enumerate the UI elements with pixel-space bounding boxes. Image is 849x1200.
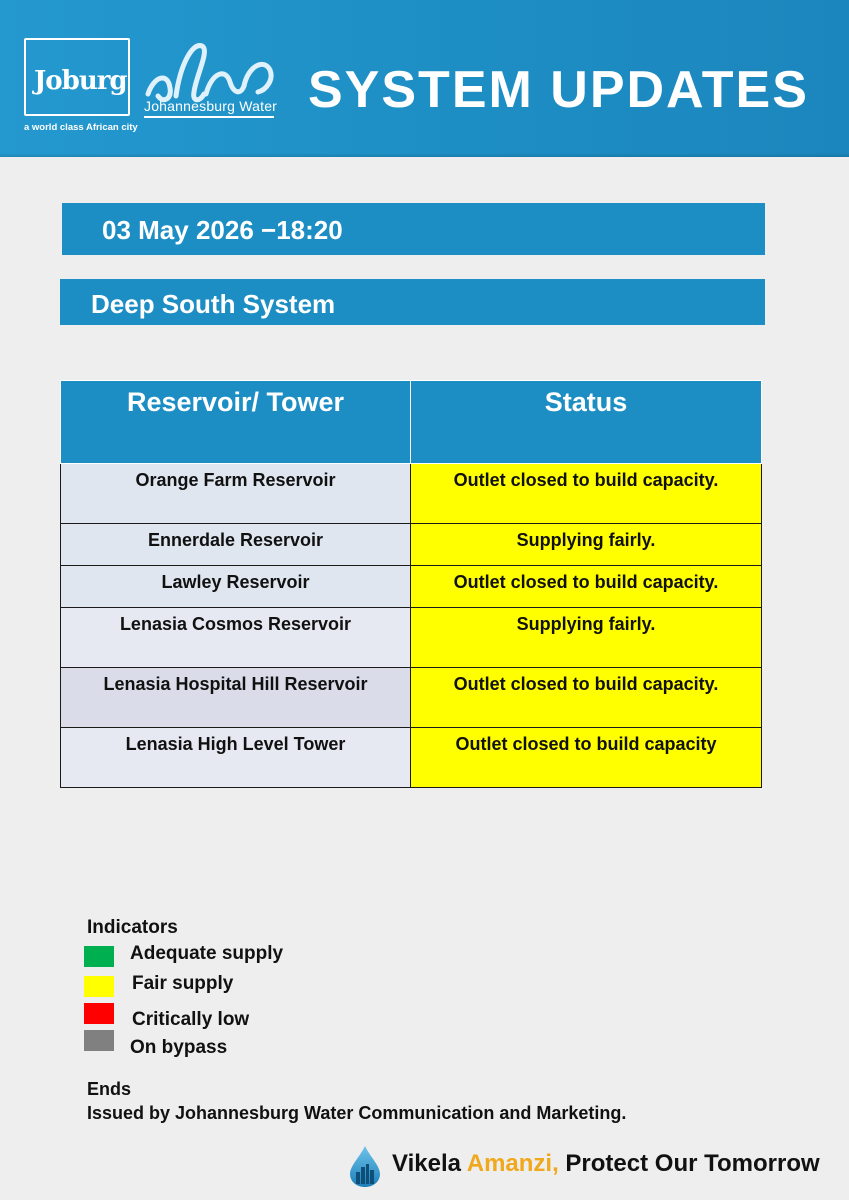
slogan-accent: Amanzi,: [466, 1150, 559, 1177]
reservoir-status: Outlet closed to build capacity: [411, 728, 762, 788]
reservoir-name: Ennerdale Reservoir: [61, 524, 411, 566]
system-name: Deep South System: [91, 289, 336, 319]
legend-item-adequate: Adequate supply: [130, 943, 284, 964]
reservoir-name: Orange Farm Reservoir: [61, 464, 411, 524]
header-banner: [0, 0, 849, 157]
reservoir-status: Outlet closed to build capacity.: [411, 668, 762, 728]
ends-label: Ends: [87, 1079, 132, 1099]
adequate-supply-swatch: [84, 946, 114, 967]
system-name-bar: [60, 279, 765, 325]
reservoir-status-table: [60, 380, 762, 788]
legend-title: Indicators: [87, 917, 178, 938]
legend-item-critical: Critically low: [132, 1009, 250, 1030]
table-row: [61, 566, 762, 608]
update-datetime-bar: [62, 203, 765, 255]
reservoir-status: Supplying fairly.: [411, 608, 762, 668]
issued-by-text: Issued by Johannesburg Water Communication and Marketing.: [87, 1103, 627, 1123]
reservoir-status: Supplying fairly.: [411, 524, 762, 566]
fair-supply-swatch: [84, 976, 114, 997]
joburg-logo: Joburg: [34, 66, 127, 96]
column-header-reservoir: Reservoir/ Tower: [61, 381, 411, 464]
table-row: [61, 524, 762, 566]
reservoir-name: Lenasia High Level Tower: [61, 728, 411, 788]
reservoir-name: Lenasia Cosmos Reservoir: [61, 608, 411, 668]
table-row: [61, 464, 762, 524]
page-title: SYSTEM UPDATES: [308, 61, 809, 119]
legend-item-fair: Fair supply: [132, 973, 234, 994]
column-header-status: Status: [411, 381, 762, 464]
legend-item-bypass: On bypass: [130, 1037, 228, 1058]
water-drop-city-icon: [347, 1144, 383, 1188]
reservoir-name: Lawley Reservoir: [61, 566, 411, 608]
update-datetime: 03 May 2026 −18:20: [102, 215, 343, 245]
reservoir-status: Outlet closed to build capacity.: [411, 464, 762, 524]
table-header-row: [61, 381, 762, 464]
joburg-tagline: a world class African city: [24, 122, 138, 133]
on-bypass-swatch: [84, 1030, 114, 1051]
table-row: [61, 728, 762, 788]
slogan: [392, 1150, 820, 1178]
critically-low-swatch: [84, 1003, 114, 1024]
johannesburg-water-name: Johannesburg Water: [144, 98, 278, 114]
slogan-part2: Protect Our Tomorrow: [558, 1150, 820, 1177]
reservoir-name: Lenasia Hospital Hill Reservoir: [61, 668, 411, 728]
table-row: [61, 608, 762, 668]
slogan-part1: Vikela: [392, 1150, 467, 1177]
logo-underline: [144, 116, 274, 118]
table-row: [61, 668, 762, 728]
reservoir-status: Outlet closed to build capacity.: [411, 566, 762, 608]
